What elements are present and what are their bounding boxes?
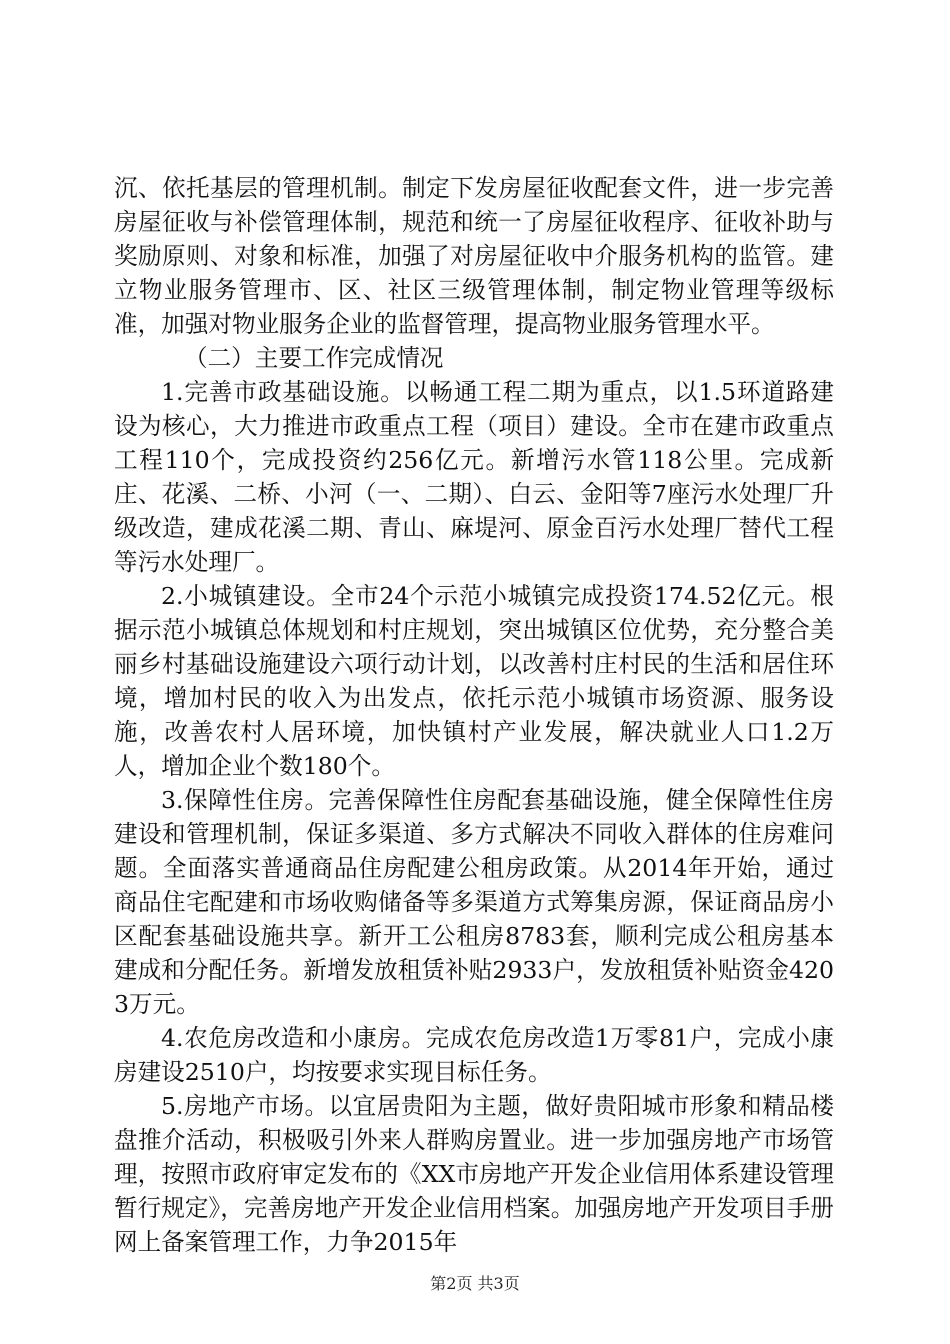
paragraph-real-estate-market: 5.房地产市场。以宜居贵阳为主题，做好贵阳城市形象和精品楼盘推介活动，积极吸引外来人群购房置业。进一步加强房地产市场管理，按照市政府审定发布的《XX市房地产开发企业信用体系建设管理暂行规定》，完善房地产开发企业信用档案。加强房地产开发项目手册网上备案管理工作，力争2015年 <box>114 1092 834 1256</box>
paragraph-municipal-infrastructure: 1.完善市政基础设施。以畅通工程二期为重点，以1.5环道路建设为核心，大力推进市政重点工程（项目）建设。全市在建市政重点工程110个，完成投资约256亿元。新增污水管118公里。完成新庄、花溪、二桥、小河（一、二期）、白云、金阳等7座污水处理厂升级改造，建成花溪二期、青山、麻堤河、原金百污水处理厂替代工程等污水处理厂。 <box>114 378 834 576</box>
page-number-footer: 第2页 共3页 <box>430 1274 520 1293</box>
paragraph-affordable-housing: 3.保障性住房。完善保障性住房配套基础设施，健全保障性住房建设和管理机制，保证多渠道、多方式解决不同收入群体的住房难问题。全面落实普通商品住房配建公租房政策。从2014年开始，通过商品住宅配建和市场收购储备等多渠道方式筹集房源，保证商品房小区配套基础设施共享。新开工公租房8783套，顺利完成公租房基本建成和分配任务。新增发放租赁补贴2933户，发放租赁补贴资金4203万元。 <box>114 786 834 1018</box>
paragraph-continuation: 沉、依托基层的管理机制。制定下发房屋征收配套文件，进一步完善房屋征收与补偿管理体制，规范和统一了房屋征收程序、征收补助与奖励原则、对象和标准，加强了对房屋征收中介服务机构的监管。建立物业服务管理市、区、社区三级管理体制，制定物业管理等级标准，加强对物业服务企业的监督管理，提高物业服务管理水平。 <box>114 174 834 338</box>
document-body <box>114 171 834 1259</box>
section-heading: （二）主要工作完成情况 <box>184 344 444 372</box>
paragraph-small-town-construction: 2.小城镇建设。全市24个示范小城镇完成投资174.52亿元。根据示范小城镇总体规划和村庄规划，突出城镇区位优势，充分整合美丽乡村基础设施建设六项行动计划，以改善村庄村民的生活和居住环境，增加村民的收入为出发点，依托示范小城镇市场资源、服务设施，改善农村人居环境，加快镇村产业发展，解决就业人口1.2万人，增加企业个数180个。 <box>114 582 834 780</box>
paragraph-dilapidated-housing: 4.农危房改造和小康房。完成农危房改造1万零81户，完成小康房建设2510户，均按要求实现目标任务。 <box>114 1024 834 1086</box>
